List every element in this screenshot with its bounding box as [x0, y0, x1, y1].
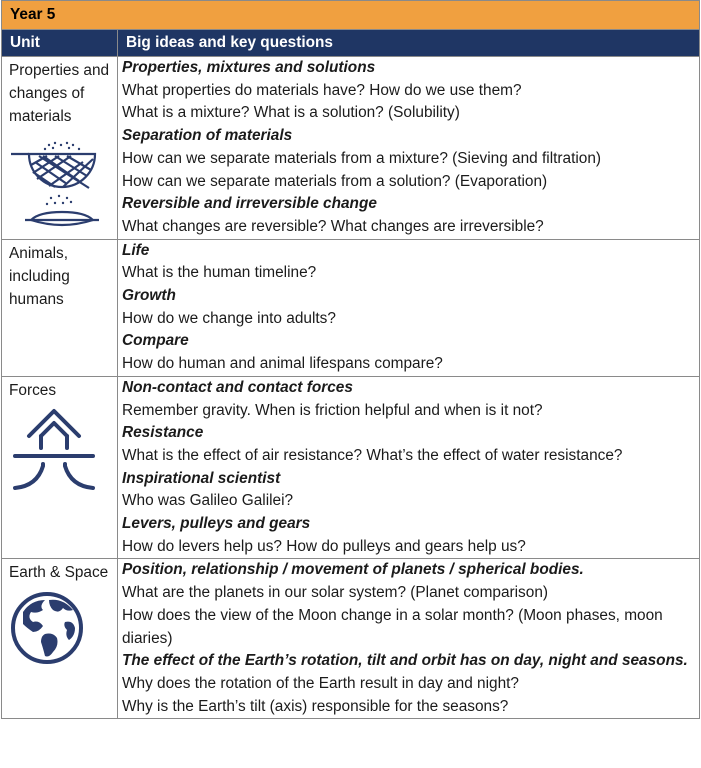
section-heading: Position, relationship / movement of planets / spherical bodies.: [122, 561, 584, 579]
key-question: Why is the Earth’s tilt (axis) responsible for the seasons?: [122, 697, 509, 715]
key-question: What properties do materials have? How do we use them?: [122, 81, 522, 99]
section-heading: Life: [122, 241, 150, 259]
table-row: [2, 376, 700, 559]
key-question: How can we separate materials from a mixture? (Sieving and filtration): [122, 149, 602, 167]
ideas-cell: [118, 559, 700, 719]
ideas-cell: [118, 57, 700, 240]
key-question: What changes are reversible? What changes are irreversible?: [122, 217, 544, 235]
table-row: [2, 57, 700, 240]
section-heading: Growth: [122, 287, 176, 305]
ideas-cell: [118, 239, 700, 376]
curriculum-table: [1, 0, 700, 719]
table-row: [2, 239, 700, 376]
unit-cell: [2, 239, 118, 376]
key-question: How can we separate materials from a solution? (Evaporation): [122, 172, 548, 190]
unit-name: Properties and changes of materials: [9, 62, 110, 125]
year-row: [2, 1, 700, 30]
unit-cell: [2, 559, 118, 719]
key-question: Why does the rotation of the Earth result in day and night?: [122, 674, 519, 692]
unit-cell: [2, 376, 118, 559]
section-heading: Compare: [122, 332, 189, 350]
section-heading: Resistance: [122, 424, 204, 442]
key-question: What is a mixture? What is a solution? (Solubility): [122, 104, 460, 122]
section-heading: Levers, pulleys and gears: [122, 515, 311, 533]
curriculum-document: [1, 0, 700, 719]
table-row: [2, 559, 700, 719]
key-question: What are the planets in our solar system? (Planet comparison): [122, 584, 549, 602]
key-question: How do we change into adults?: [122, 309, 336, 327]
key-question: How do human and animal lifespans compare?: [122, 355, 443, 373]
section-heading: Reversible and irreversible change: [122, 195, 377, 213]
unit-name: Earth & Space: [9, 564, 109, 582]
key-question: What is the effect of air resistance? What’s the effect of water resistance?: [122, 446, 623, 464]
unit-cell: [2, 57, 118, 240]
unit-name: Animals, including humans: [9, 244, 70, 308]
unit-name: Forces: [9, 381, 57, 399]
section-heading: Separation of materials: [122, 127, 293, 145]
section-heading: Inspirational scientist: [122, 469, 281, 487]
key-question: Remember gravity. When is friction helpful and when is it not?: [122, 401, 543, 419]
globe-icon: [9, 588, 93, 672]
column-header-ideas: Big ideas and key questions: [118, 30, 700, 57]
key-question: How do levers help us? How do pulleys and gears help us?: [122, 537, 526, 555]
year-label: Year 5: [2, 1, 700, 30]
ideas-cell: [118, 376, 700, 559]
sieve-icon: [9, 132, 101, 236]
section-heading: Properties, mixtures and solutions: [122, 59, 376, 76]
section-heading: Non-contact and contact forces: [122, 378, 353, 396]
column-header-unit: Unit: [2, 30, 118, 57]
table-header-row: [2, 30, 700, 57]
key-question: What is the human timeline?: [122, 264, 317, 282]
key-question: How does the view of the Moon change in a solar month? (Moon phases, moon diaries): [122, 606, 663, 647]
section-heading: The effect of the Earth’s rotation, tilt and orbit has on day, night and seasons.: [122, 652, 688, 670]
key-question: Who was Galileo Galilei?: [122, 492, 294, 510]
forces-arrows-icon: [9, 406, 109, 498]
